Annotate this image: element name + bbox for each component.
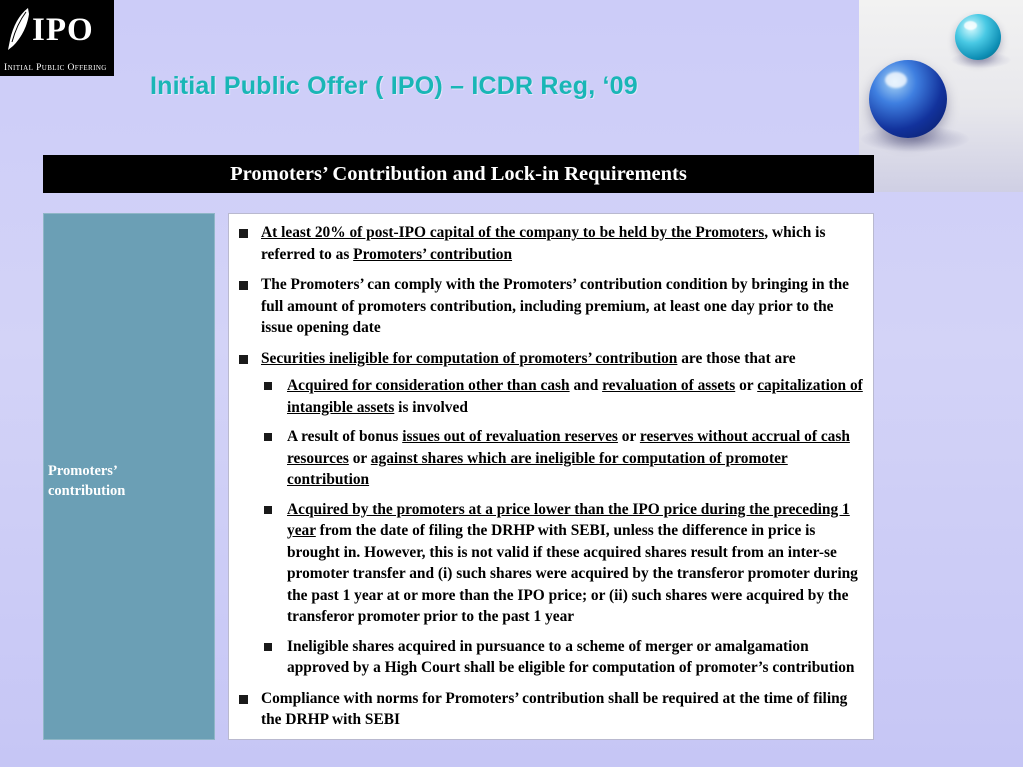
square-bullet-icon [264,382,272,390]
bullet-list [235,222,865,731]
logo-subtitle: Initial Public Offering [4,63,107,73]
sub-bullet-item [261,499,865,628]
section-banner-label: Promoters’ Contribution and Lock-in Requirements [230,162,687,185]
left-category-label-line2: contribution [48,483,126,499]
emphasis-text: reserves without accrual of cash resources [287,428,850,467]
emphasis-text: revaluation of assets [602,377,736,394]
sub-bullet-item [261,636,865,679]
sub-bullet-list [261,375,865,679]
body-text: from the date of filing the DRHP with SEBI, unless the difference in price is brought in. However, this is not valid if these acquired shares result from an inter-se promoter transfer and (i) such shares were acquired by the transferor promoter during the past 1 year at or more than the IPO price; or (ii) such shares were acquired by the transferor promoter prior to the past 1 year [287,522,858,625]
square-bullet-icon [239,229,248,238]
body-text: or [348,449,371,467]
content-area [43,213,874,740]
body-text: and [569,377,603,394]
cyan-marble-icon [955,14,1001,60]
emphasis-text: Acquired for consideration other than cash [287,377,570,394]
square-bullet-icon [239,355,248,364]
sub-bullet-text [287,501,858,626]
emphasis-text: Acquired by the promoters at a price lower than the IPO price during the preceding 1 year [287,500,850,539]
emphasis-text: capitalization of intangible assets [287,377,863,416]
blue-marble-icon [869,60,947,138]
square-bullet-icon [264,643,272,651]
bullet-text [261,276,849,336]
square-bullet-icon [239,281,248,290]
body-text: A result of bonus [287,428,403,445]
page-title: Initial Public Offer ( IPO) – ICDR Reg, ‘09 [150,72,638,100]
bullet-text [261,350,796,367]
body-text: is involved [394,398,468,416]
bullet-text [261,224,825,263]
sub-bullet-text [287,428,850,488]
body-text: or [617,428,640,445]
sub-bullet-text [287,638,854,677]
emphasis-text: At least 20% of post-IPO capital of the company to be held by the Promoters [261,224,765,241]
body-text: Compliance with norms for Promoters’ contribution shall be required at the time of filing the DRHP with SEBI [261,689,848,728]
emphasis-text: against shares which are ineligible for computation of promoter contribution [287,449,788,488]
square-bullet-icon [239,695,248,704]
decorative-marbles-image [859,0,1023,192]
square-bullet-icon [264,433,272,441]
body-text: or [735,377,758,394]
left-category-label [48,461,208,501]
square-bullet-icon [264,506,272,514]
sub-bullet-item [261,375,865,418]
bullet-item [235,348,865,679]
quill-pen-icon [6,6,32,54]
bullet-item [235,688,865,731]
left-category-label-line1: Promoters’ [48,463,118,479]
body-text: , which is referred to as [261,224,826,263]
bullet-item [235,274,865,339]
body-text: Ineligible shares acquired in pursuance to a scheme of merger or amalgamation approved by a High Court shall be eligible for computation of promoter’s contribution [287,637,855,676]
emphasis-text: issues out of revaluation reserves [402,428,618,445]
bullet-text [261,690,847,729]
section-banner [43,155,874,193]
body-text: The Promoters’ can comply with the Promoters’ contribution condition by bringing in the full amount of promoters contribution, including premium, at least one day prior to the issue opening date [261,276,849,336]
sub-bullet-item [261,426,865,491]
bullet-item [235,222,865,265]
ipo-logo [0,0,114,76]
bullet-content-panel [228,213,874,740]
body-text: are those that are [677,349,796,367]
logo-text: IPO [32,12,94,48]
emphasis-text: Securities ineligible for computation of promoters’ contribution [261,349,678,367]
emphasis-text: Promoters’ contribution [353,245,513,263]
left-category-panel [43,213,215,740]
sub-bullet-text [287,377,863,416]
